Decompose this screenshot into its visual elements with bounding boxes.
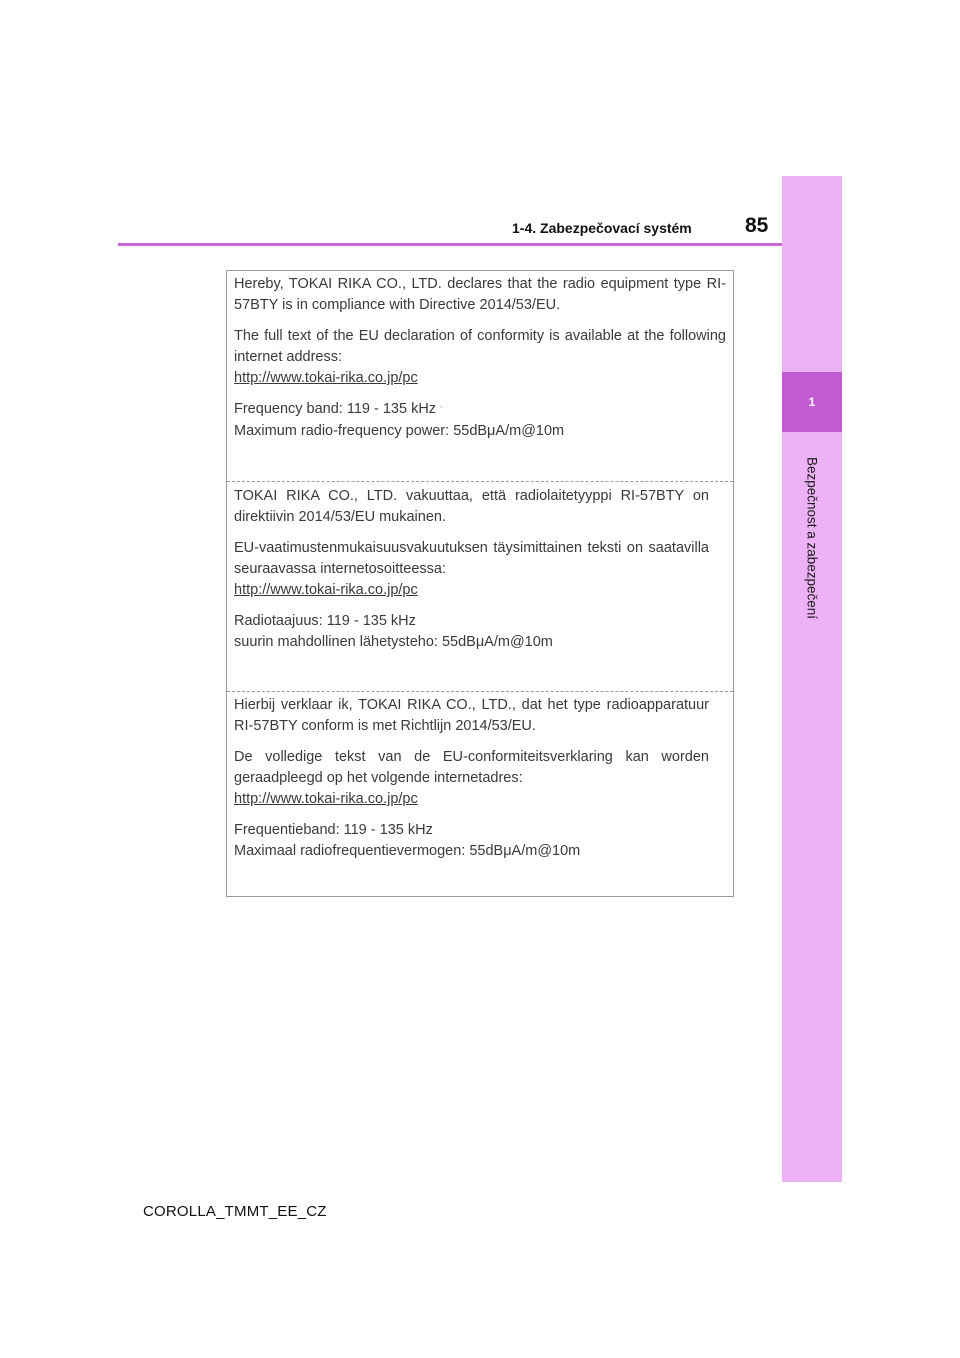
frequency-band: Frequentieband: 119 - 135 kHz [234,822,433,838]
scan-artifact: ˇ [440,405,444,415]
declaration-dutch [227,691,733,898]
max-power: Maximum radio-frequency power: 55dBμA/m@10m [234,423,565,439]
declaration-english [227,271,733,480]
full-text-notice: The full text of the EU declaration of conformity is available at the following internet address: [234,328,726,365]
declaration-url-link[interactable]: http://www.tokai-rika.co.jp/pc [234,582,418,598]
document-code: COROLLA_TMMT_EE_CZ [143,1203,327,1220]
frequency-band-text: Frequency band: 119 - 135 kHz [234,401,437,417]
declaration-finnish [227,481,733,690]
declaration-url-link[interactable]: http://www.tokai-rika.co.jp/pc [234,791,418,807]
frequency-band: Radiotaajuus: 119 - 135 kHz [234,613,416,629]
max-power: suurin mahdollinen lähetysteho: 55dBμA/m@10m [234,634,553,650]
declaration-text: Hierbij verklaar ik, TOKAI RIKA CO., LTD., dat het type radioapparatuur RI-57BTY conform is met Richtlijn 2014/53/EU. [234,697,709,734]
full-text-notice: EU-vaatimustenmukaisuusvakuutuksen täysimittainen teksti on saatavilla seuraavassa internetosoitteessa: [234,540,709,577]
declaration-text: TOKAI RIKA CO., LTD. vakuuttaa, että radiolaitetyyppi RI-57BTY on direktiivin 2014/53/EU mukainen. [234,488,709,525]
declaration-text: Hereby, TOKAI RIKA CO., LTD. declares that the radio equipment type RI-57BTY is in compliance with Directive 2014/53/EU. [234,276,726,313]
page-number: 85 [745,214,769,237]
frequency-band [234,399,726,421]
declaration-url-link[interactable]: http://www.tokai-rika.co.jp/pc [234,370,418,386]
header-divider [118,243,782,246]
full-text-notice: De volledige tekst van de EU-conformiteitsverklaring kan worden geraadpleegd op het volgende internetadres: [234,749,709,786]
chapter-number-badge: 1 [782,372,842,432]
chapter-side-tab [782,176,842,1182]
section-title: 1-4. Zabezpečovací systém [512,220,692,236]
max-power: Maximaal radiofrequentievermogen: 55dBμA/m@10m [234,843,581,859]
chapter-title: Bezpečnost a zabezpečení [804,456,820,620]
declaration-box [226,270,734,897]
